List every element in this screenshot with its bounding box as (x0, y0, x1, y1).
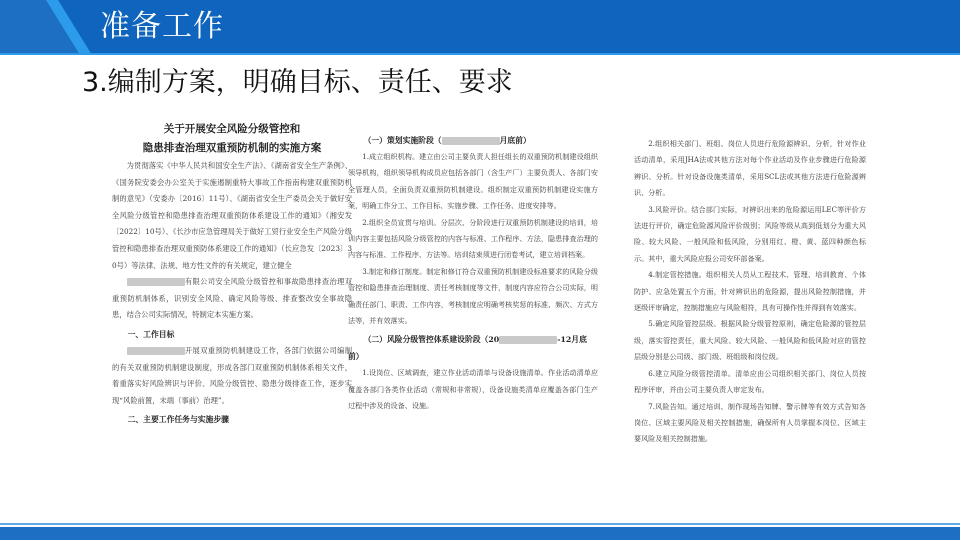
header-bar (0, 0, 960, 55)
document-page-middle (348, 110, 598, 510)
redacted-text (442, 137, 500, 145)
document-page-right (634, 110, 866, 510)
document-paragraph-text: 有限公司安全风险分级管控和事故隐患排查治理双重预防机制体系，识别安全风险、确定风险等级、排查整改安全事故隐患，结合公司实际情况，特制定本实施方案。 (112, 277, 352, 320)
document-paragraph: 3.风险评价。结合部门实际，对辨识出来的危险源运用LEC等评价方法进行评价，确定危险源风险评价级别；风险等级从高到低划分为重大风险、较大风险、一般风险和低风险，分别用红、橙、黄、蓝四种颜色标示。其中，重大风险应报公司安环部备案。 (634, 204, 866, 263)
document-paragraph (112, 274, 352, 324)
document-heading: 一、工作目标 (127, 329, 175, 339)
document-page-left (112, 110, 352, 510)
document-heading: 二、主要工作任务与实施步骤 (127, 415, 229, 425)
document-paragraph (112, 343, 352, 409)
document-paragraph: 1.设岗位、区域调查，建立作业活动清单与设备设施清单。作业活动清单应覆盖各部门各类作业活动（常规和非常规），设备设施类清单应覆盖各部门生产过程中涉及的设备、设施。 (348, 368, 598, 411)
document-paragraph: 2.组织全员宣贯与培训。分层次、分阶段进行双重预防机制建设的培训，培训内容主要包括风险分级管控的内容与标准、工作程序、方法，隐患排查治理的内容与标准、工作程序、方法等。培训结束须进行闭卷考试，建立培训档案。 (348, 217, 598, 260)
document-paragraph: 2.组织相关部门、班组、岗位人员进行危险源辨识、分析，针对作业活动清单，采用JHA法或其他方法对每个作业活动及作业步骤进行危险源辨识、分析。针对设备设施类清单，采用SCL法或其他方法进行危险源辨识、分析。 (634, 139, 866, 198)
document-paragraph: 4.制定管控措施。组织相关人员从工程技术、管理、培训教育、个体防护、应急处置五个方面，针对辨识出的危险源，提出风险控制措施，并逐级评审确定，控制措施应与风险相符，具有可操作性并得到有效落实。 (634, 270, 866, 313)
document-heading (348, 331, 598, 365)
document-heading-text: （一）策划实施阶段（ (363, 136, 442, 145)
document-heading-text: （二）风险分级管控体系建设阶段（20 (363, 335, 500, 345)
document-paragraph: 1.成立组织机构。建立由公司主要负责人担任组长的双重预防机制建设组织领导机构，组织领导机构成员应包括各部门（含生产厂）主要负责人、各部门安全管理人员，全面负责双重预防机制建设。组织制定双重预防机制建设实施方案，明确工作分工、工作目标、实施步骤、工作任务、进度安排等。 (348, 152, 598, 211)
footer-accent-line (0, 523, 960, 525)
document-title-line2: 隐患排查治理双重预防机制的实施方案 (142, 142, 322, 154)
slide-title: 准备工作 (100, 9, 224, 44)
document-heading-tail: 月底前） (499, 136, 531, 145)
document-title-line1: 关于开展安全风险分级管控和 (163, 123, 301, 135)
section-subtitle: 3.编制方案，明确目标、责任、要求 (82, 67, 513, 98)
document-paragraph: 7.风险告知。通过培训、制作现场告知牌、警示牌等有效方式告知各岗位、区域主要风险及相关控制措施，确保所有人员掌握本岗位、区域主要风险及相关控制措施。 (634, 401, 866, 444)
redacted-text (127, 347, 185, 355)
document-heading-tail: -12月底前） (348, 335, 587, 362)
redacted-text (499, 336, 557, 344)
document-paragraph: 为贯彻落实《中华人民共和国安全生产法》、《湖南省安全生产条例》、《国务院安委会办公室关于实施遏制重特大事故工作指南构建双重预防机制的意见》（安委办〔2016〕11号）、《湖南省安全生产委员会关于做好安全风险分级管控和隐患排查治理双重预防体系建设工作的通知》（湘安发〔2022〕10号）、《长沙市应急管理局关于做好工贸行业安全生产风险分级管控和隐患排查治理双重预防体系建设工作的通知》（长应急发〔2023〕30号）等法律、法规、地方性文件的有关规定，建立健全 (112, 161, 352, 270)
document-paragraph-text: 开展双重预防机制建设工作，各部门依据公司编制的有关双重预防机制建设制度，形成各部门双重预防机制体系相关文件，着重落实好风险辨识与评价、风险分级管控、隐患分级排查工作，逐步实现“风险前置，末端（事前）治理”。 (112, 345, 352, 405)
document-paragraph: 5.确定风险管控层级。根据风险分级管控原则，确定危险源的管控层级，落实管控责任，重大风险、较大风险、一般风险和低风险对应的管控层级分别是公司级、部门级、班组级和岗位级。 (634, 319, 866, 362)
document-paragraph: 6.建立风险分级管控清单。清单应由公司组织相关部门、岗位人员按程序评审，并由公司主要负责人审定发布。 (634, 368, 866, 395)
document-heading (348, 132, 598, 149)
redacted-text (127, 278, 185, 286)
document-paragraph: 3.制定和修订制度。制定和修订符合双重预防机制建设标准要求的风险分级管控和隐患排查治理制度、责任考核制度等文件，制度内容应符合公司实际，明确责任部门、职责、工作内容，考核制度应明确考核奖惩的标准、频次、方式方法等，并有效落实。 (348, 266, 598, 326)
footer-bar (0, 527, 960, 540)
